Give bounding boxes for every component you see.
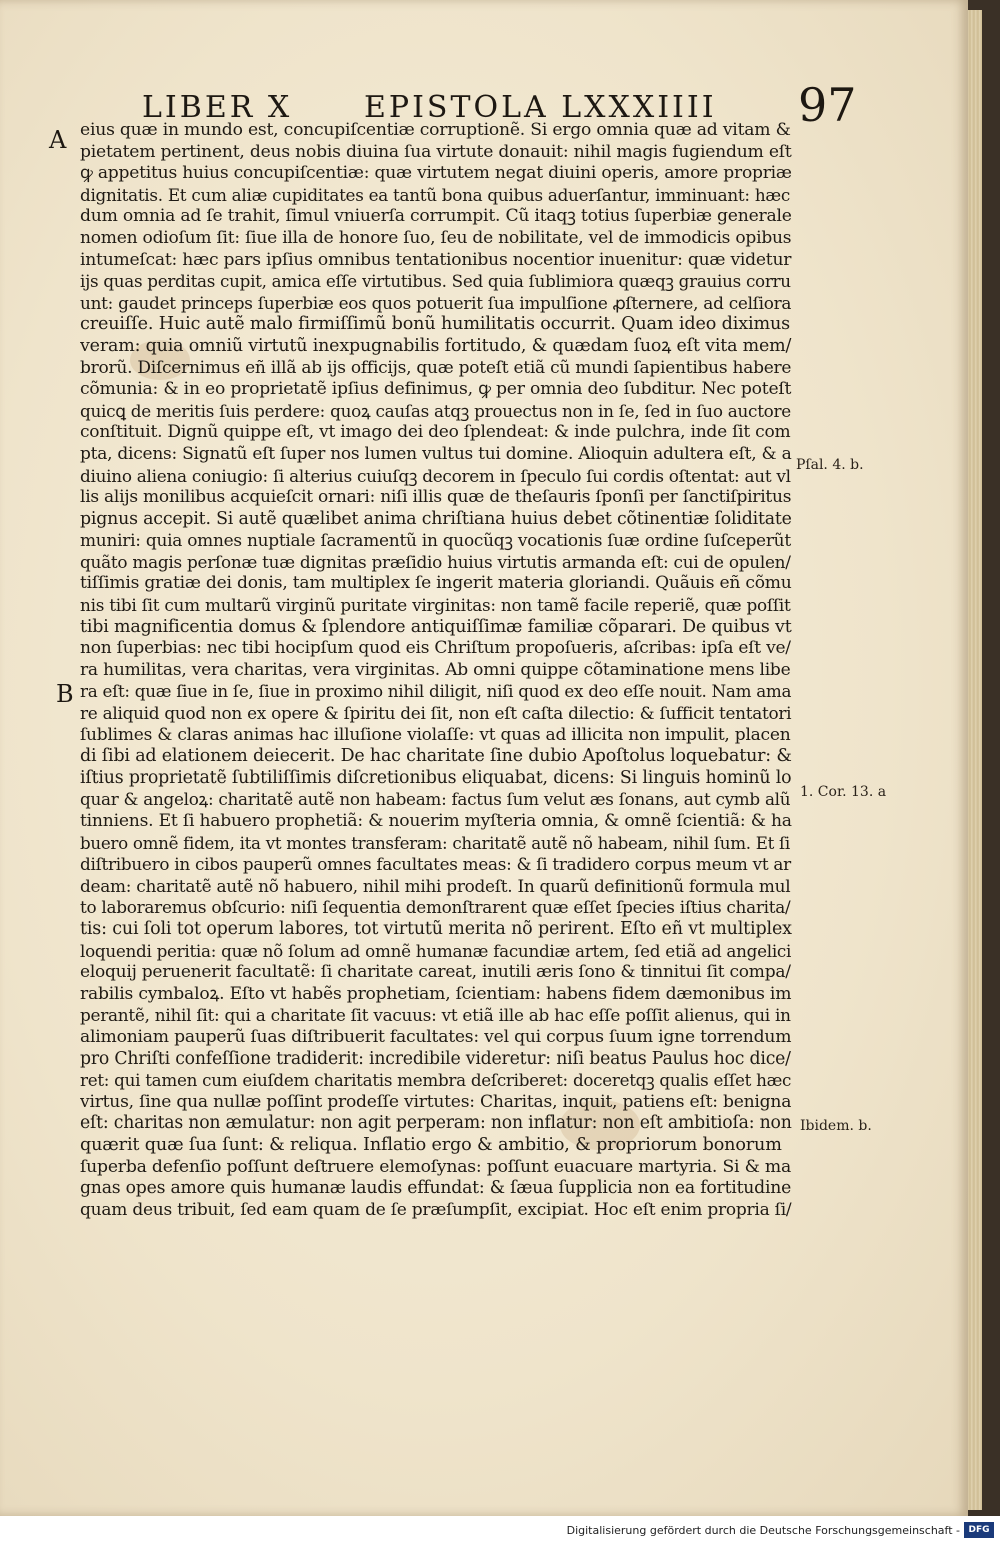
text-line: gnas opes amore quis humanæ laudis effundat: & ſæua ſupplicia non ea fortitudine: [80, 1178, 792, 1199]
margin-note-ibidem: Ibidem. b.: [800, 1118, 872, 1134]
text-line: quar & angeloꝝ: charitatẽ autẽ non habeam: factus ſum velut æs ſonans, aut cymb alũ: [80, 789, 791, 810]
text-line: eloquij peruenerit facultatẽ: ſi charitate careat, inutili æris ſono & tinnitui ſit compa/: [80, 962, 791, 983]
text-line: virtus, ſine qua nullæ poſſint prodeſſe virtutes: Charitas, inquit, patiens eſt: benigna: [80, 1091, 792, 1112]
running-head-book: LIBER X: [142, 90, 293, 125]
text-line: ijs quas perditas cupit, amica eſſe virtutibus. Sed quia ſublimiora quæqꝫ grauius corru: [80, 271, 791, 292]
text-line: ꝙ appetitus huius concupiſcentiæ: quæ virtutem negat diuini operis, amore propriæ: [80, 163, 792, 184]
text-line: dignitatis. Et cum aliæ cupiditates ea tantũ bona quibus aduerſantur, imminuant: hæc: [80, 184, 790, 205]
text-line: nis tibi ſit cum multarũ virginũ puritate virginitas: non tamẽ facile reperiẽ, quæ poſſit: [80, 595, 791, 616]
text-line: to laboraremus obſcurio: niſi ſequentia demonſtrarent quæ eſſet ſpecies iſtius charita/: [80, 897, 791, 918]
section-marker-a: A: [49, 126, 67, 154]
text-line: muniri: quia omnes nuptiale ſacramentũ in quocũqꝫ vocationis ſuæ ordine ſuſceperũt: [80, 530, 791, 551]
text-line: tibi magnificentia domus & ſplendore antiquiſſimæ familiæ cõparari. De quibus vt: [80, 616, 792, 637]
text-line: eſt: charitas non æmulatur: non agit perperam: non inflatur: non eſt ambitioſa: non: [80, 1113, 792, 1134]
text-line: di ſibi ad elationem deiecerit. De hac charitate ſine dubio Apoſtolus loquebatur: &: [80, 746, 792, 767]
text-line: diuino aliena coniugio: ſi alterius cuiuſqꝫ decorem in ſpeculo ſui cordis oſtentat: aut vl: [80, 465, 791, 486]
text-line: lis alijs monilibus acquieſcit ornari: niſi illis quæ de theſauris ſponſi per ſanctiſpiritus: [80, 487, 792, 508]
text-line: alimoniam pauperũ ſuas diſtribuerit facultates: vel qui corpus ſuum igne torrendum: [80, 1026, 792, 1047]
text-line: brorũ. Diſcernimus eñ illã ab ijs officijs, quæ poteſt etiã cũ mundi ſapientibus habere: [80, 357, 792, 378]
text-line: buero omnẽ fidem, ita vt montes transferam: charitatẽ autẽ nõ habeam, nihil ſum. Et ſi: [80, 832, 790, 853]
margin-note-psalm: Pſal. 4. b.: [796, 457, 864, 473]
text-line: eius quæ in mundo est, concupiſcentiæ corruptionẽ. Si ergo omnia quæ ad vitam &: [80, 120, 791, 140]
text-line: deam: charitatẽ autẽ nõ habuero, nihil mihi prodeſt. In quarũ definitionũ formula mul: [80, 875, 791, 896]
page-number: 97: [798, 78, 857, 132]
text-line: ſublimes & claras animas hac illuſione violaſſe: vt quas ad illicita non impulit, placen: [80, 724, 791, 745]
page-fore-edge: [968, 10, 982, 1510]
section-marker-b: B: [56, 680, 74, 708]
text-line: re aliquid quod non ex opere & ſpiritu dei ſit, non eſt caſta dilectio: & ſufficit tentatori: [80, 703, 792, 724]
text-line: pro Chriſti confeſſione tradiderit: incredibile videretur: niſi beatus Paulus hoc dice/: [80, 1048, 791, 1069]
text-line: iſtius proprietatẽ ſubtiliſſimis diſcretionibus eliquabat, dicens: Si linguis hominũ lo: [80, 767, 792, 788]
text-line: ret: qui tamen cum eiuſdem charitatis membra deſcriberet: doceretqꝫ qualis eſſet hæc: [80, 1070, 792, 1091]
dfg-logo: DFG: [964, 1522, 994, 1538]
text-line: quam deus tribuit, ſed eam quam de ſe præſumpſit, excipiat. Hoc eſt enim propria ſi/: [80, 1199, 792, 1220]
text-line: ra eſt: quæ ſiue in ſe, ſiue in proximo nihil diligit, niſi quod ex deo eſſe nouit. Nam ama: [80, 681, 792, 702]
footer-credit: Digitalisierung gefördert durch die Deutsche Forschungsgemeinschaft -: [566, 1524, 960, 1537]
text-line: tis: cui ſoli tot operum labores, tot virtutũ merita nõ perirent. Eſto eñ vt multiplex: [80, 918, 792, 939]
text-line: loquendi peritia: quæ nõ ſolum ad omnẽ humanæ facundiæ artem, ſed etiã ad angelici: [80, 940, 792, 961]
running-head-epistle: EPISTOLA LXXXIIII: [364, 90, 717, 125]
text-line: pta, dicens: Signatũ eſt ſuper nos lumen vultus tui domine. Alioquin adultera eſt, & a: [80, 443, 792, 464]
text-line: ra humilitas, vera charitas, vera virginitas. Ab omni quippe cõtaminatione mens libe: [80, 659, 791, 680]
text-line: pignus accepit. Si autẽ quælibet anima chriſtiana huius debet cõtinentiæ ſoliditate: [80, 508, 792, 529]
text-line: intumeſcat: hæc pars ipſius omnibus tentationibus nocentior inuenitur: quæ videtur: [80, 249, 792, 270]
body-text: [80, 120, 792, 1221]
text-line: cõmunia: & in eo proprietatẽ ipſius definimus, ꝙ per omnia deo ſubditur. Nec poteſt: [80, 379, 792, 400]
text-line: non ſuperbias: nec tibi hocipſum quod eis Chriſtum propoſueris, aſcribas: ipſa eſt ve/: [80, 638, 791, 659]
margin-note-corinthians: 1. Cor. 13. a: [800, 784, 887, 800]
text-line: nomen odioſum ſit: ſiue illa de honore ſuo, ſeu de nobilitate, vel de immodicis opibus: [80, 227, 792, 248]
text-line: pietatem pertinent, deus nobis diuina ſua virtute donauit: nihil magis fugiendum eſt: [80, 141, 792, 162]
text-line: conſtituit. Dignũ quippe eſt, vt imago dei deo ſplendeat: & inde pulchra, inde ſit com: [80, 422, 791, 443]
text-line: tinniens. Et ſi habuero prophetiã: & nouerim myſteria omnia, & omnẽ ſcientiã: & ha: [80, 811, 792, 831]
text-line: perantẽ, nihil ſit: qui a charitate ſit vacuus: vt etiã ille ab hac eſſe poſſit alienus, qui in: [80, 1005, 791, 1026]
text-line: tiſſimis gratiæ dei donis, tam multiplex ſe ingerit materia gloriandi. Quãuis eñ cõmu: [80, 573, 792, 594]
text-line: dum omnia ad ſe trahit, ſimul vniuerſa corrumpit. Cũ itaqꝫ totius ſuperbiæ generale: [80, 206, 792, 227]
text-line: ſuperba defenſio poſſunt deſtruere elemoſynas: poſſunt euacuare martyria. Si & ma: [80, 1156, 792, 1177]
text-line: veram: quia omniũ virtutũ inexpugnabilis fortitudo, & quædam ſuoꝝ eſt vita mem/: [80, 335, 792, 356]
text-line: rabilis cymbaloꝝ. Eſto vt habẽs prophetiam, ſcientiam: habens fidem dæmonibus im: [80, 983, 792, 1004]
text-line: diſtribuero in cibos pauperũ omnes facultates meas: & ſi tradidero corpus meum vt ar: [80, 854, 791, 875]
text-line: quãto magis perſonæ tuæ dignitas præſidio huius virtutis armanda eſt: cui de opulen/: [80, 551, 791, 572]
footer-bar: [0, 1516, 1000, 1546]
text-line: unt: gaudet princeps ſuperbiæ eos quos potuerit ſua impulſione ꝓſternere, ad celſiora: [80, 292, 792, 313]
text-line: quærit quæ ſua ſunt: & reliqua. Inflatio ergo & ambitio, & propriorum bonorum: [80, 1134, 782, 1155]
text-line: quicꝗ de meritis ſuis perdere: quoꝝ cauſas atqꝫ prouectus non in ſe, ſed in ſuo auctore: [80, 400, 791, 421]
text-line: creuiſſe. Huic autẽ malo firmiſſimũ bonũ humilitatis occurrit. Quam ideo diximus: [80, 314, 791, 335]
